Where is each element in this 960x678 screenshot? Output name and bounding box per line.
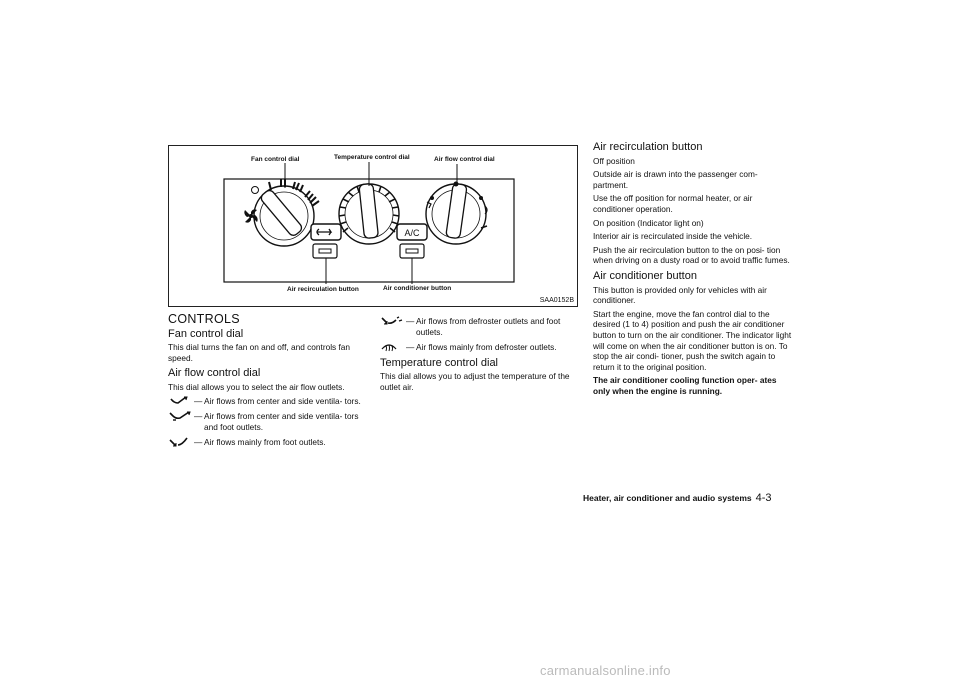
ac-button-graphic: [397, 224, 427, 258]
list-dash: —: [194, 437, 203, 448]
list-item: [380, 316, 578, 337]
paragraph: Off position: [593, 155, 635, 166]
recirc-button-graphic: [311, 224, 341, 258]
right-column: [593, 142, 793, 399]
page-footer: [583, 492, 772, 504]
air-flow-control-dial-text: This dial allows you to select the air flow outlets.: [168, 381, 345, 392]
temperature-control-dial-heading: Temperature control dial: [380, 356, 499, 369]
air-conditioner-button-heading: Air conditioner button: [593, 269, 697, 282]
fan-dial-graphic: [244, 179, 319, 246]
warning-note: The air conditioner cooling function oper- ates only when the engine is running.: [593, 375, 777, 396]
list-item: [168, 411, 366, 432]
list-item-text: Air flows mainly from foot outlets.: [204, 437, 326, 448]
paragraph: Use the off position for normal heater, or air conditioner operation.: [593, 193, 753, 214]
footer-section-title: Heater, air conditioner and audio systems: [583, 493, 752, 503]
middle-column: [380, 314, 578, 396]
list-item-text: Air flows mainly from defroster outlets.: [416, 342, 557, 353]
fan-control-dial-heading: Fan control dial: [168, 327, 244, 340]
list-dash: —: [406, 342, 415, 353]
list-item-text: Air flows from defroster outlets and foot outlets.: [416, 316, 561, 337]
foot-icon: [168, 437, 194, 447]
watermark: carmanualsonline.info: [540, 663, 671, 678]
left-column: [168, 314, 366, 453]
vent-icon: [168, 396, 194, 406]
list-item-text: Air flows from center and side ventila- tors.: [204, 395, 361, 406]
air-flow-control-dial-callout: Air flow control dial: [434, 156, 495, 163]
paragraph: Outside air is drawn into the passenger com- partment.: [593, 169, 758, 190]
page-number: 4-3: [755, 492, 772, 504]
list-item: [380, 342, 578, 353]
list-dash: —: [194, 395, 203, 406]
figure-id: SAA0152B: [539, 297, 574, 304]
hvac-panel-illustration: [169, 146, 579, 308]
list-item-text: Air flows from center and side ventila- tors and foot outlets.: [204, 411, 359, 432]
air-recirculation-button-callout: Air recirculation button: [287, 286, 359, 293]
ac-button-text: A/C: [404, 228, 420, 238]
paragraph: On position (Indicator light on): [593, 217, 704, 228]
bilevel-icon: [168, 411, 194, 421]
air-recirculation-button-heading: Air recirculation button: [593, 141, 703, 153]
list-item: [168, 437, 366, 448]
air-conditioner-button-callout: Air conditioner button: [383, 285, 452, 292]
fan-control-dial-callout: Fan control dial: [251, 156, 300, 163]
paragraph: This button is provided only for vehicles with air conditioner.: [593, 284, 767, 306]
temperature-control-dial-text: This dial allows you to adjust the temperature of the outlet air.: [380, 371, 570, 392]
hvac-control-panel-figure: [168, 145, 578, 307]
paragraph: Start the engine, move the fan control dial to the desired (1 to 4) position and push the air conditioner button to turn on the air conditioner. The indicator light will come on when the air conditioner button is on. To stop the air condi- tioner, push the switch again to return it to the original position.: [593, 308, 792, 372]
list-dash: —: [194, 411, 203, 422]
defrost-icon: [380, 342, 406, 352]
list-item: [168, 396, 366, 407]
temperature-control-dial-callout: Temperature control dial: [334, 154, 410, 161]
paragraph: Push the air recirculation button to the on posi- tion when driving on a dusty road or to avoid traffic fumes.: [593, 244, 790, 266]
section-title: CONTROLS: [168, 312, 240, 326]
temperature-dial-graphic: [339, 183, 399, 244]
airflow-dial-graphic: [426, 182, 487, 245]
paragraph: Interior air is recirculated inside the vehicle.: [593, 231, 753, 242]
list-dash: —: [406, 316, 415, 326]
fan-control-dial-text: This dial turns the fan on and off, and controls fan speed.: [168, 342, 351, 363]
air-flow-control-dial-heading: Air flow control dial: [168, 367, 261, 380]
foot-defrost-icon: [380, 316, 406, 326]
